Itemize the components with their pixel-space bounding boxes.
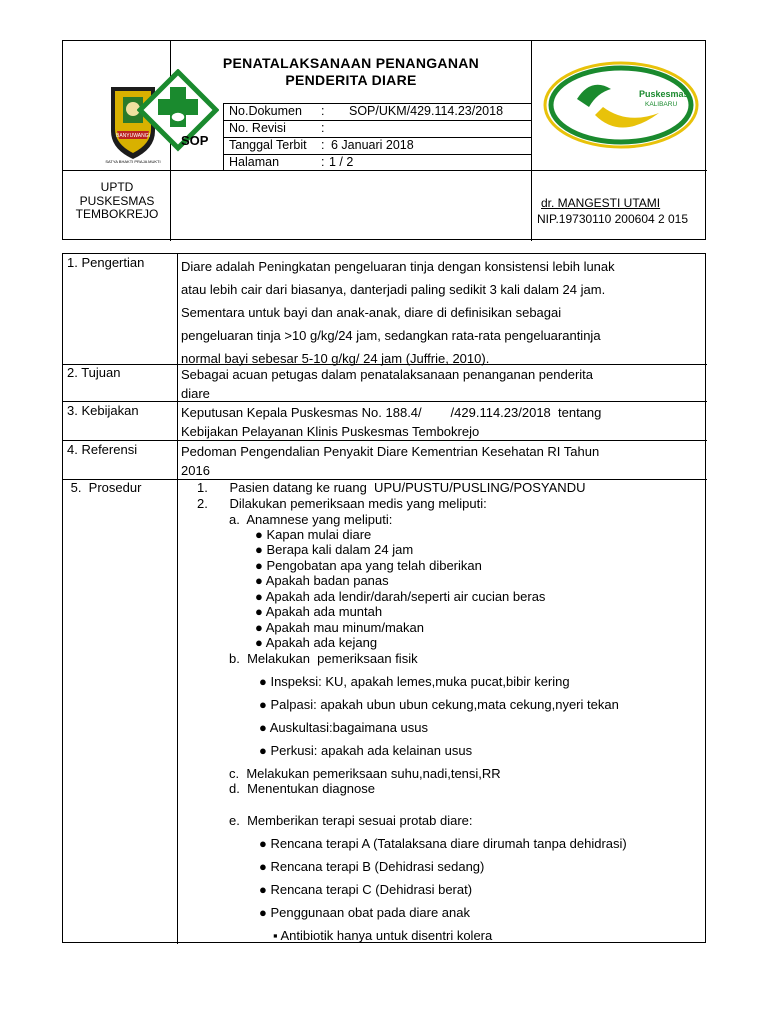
- referensi-text: [181, 442, 701, 480]
- therapy-item: ● Rencana terapi C (Dehidrasi berat): [259, 882, 473, 897]
- revision-colon: :: [321, 121, 325, 135]
- therapy-item: ● Penggunaan obat pada diare anak: [259, 905, 470, 920]
- pengertian-line: Sementara untuk bayi dan anak-anak, diare di definisikan sebagai: [181, 305, 562, 320]
- referensi-line: 2016: [181, 463, 210, 478]
- org-line-1: UPTD: [100, 180, 134, 194]
- substep-d: d. Menentukan diagnose: [229, 781, 375, 796]
- physical-exam-item: ● Palpasi: apakah ubun ubun cekung,mata cekung,nyeri tekan: [259, 697, 619, 712]
- procedure-step-2: 2. Dilakukan pemeriksaan medis yang meliputi:: [197, 496, 487, 511]
- page-colon: :: [321, 155, 325, 169]
- publish-date-colon: :: [321, 138, 325, 152]
- substep-e: e. Memberikan terapi sesuai protab diare:: [229, 813, 473, 828]
- publish-date-key: Tanggal Terbit: [229, 138, 307, 152]
- substep-b: b. Melakukan pemeriksaan fisik: [229, 651, 418, 666]
- page-value: 1 / 2: [329, 155, 354, 169]
- physical-exam-item: ● Perkusi: apakah ada kelainan usus: [259, 743, 473, 758]
- procedure-content-table: [62, 253, 706, 943]
- document-header-table: [62, 40, 706, 240]
- tujuan-line: Sebagai acuan petugas dalam penatalaksanaan penanganan penderita: [181, 367, 594, 382]
- anamnese-item: ● Apakah ada muntah: [255, 604, 383, 619]
- content-divider: [177, 254, 178, 944]
- signer-name: dr. MANGESTI UTAMI: [541, 196, 661, 210]
- anamnese-item: ● Pengobatan apa yang telah diberikan: [255, 558, 482, 573]
- therapy-item: ● Rencana terapi B (Dehidrasi sedang): [259, 859, 485, 874]
- anamnese-item: ● Kapan mulai diare: [255, 527, 372, 542]
- section-label-kebijakan: 3. Kebijakan: [67, 403, 139, 418]
- signer-nip: NIP.19730110 200604 2 015: [537, 212, 689, 226]
- document-title: [171, 55, 531, 89]
- referensi-line: Pedoman Pengendalian Penyakit Diare Kementrian Kesehatan RI Tahun: [181, 444, 600, 459]
- substep-a: a. Anamnese yang meliputi:: [229, 512, 393, 527]
- org-line-3: TEMBOKREJO: [75, 207, 159, 221]
- kalibaru-logo-text: KALIBARU: [645, 101, 678, 108]
- sop-label: SOP: [181, 133, 209, 148]
- revision-key: No. Revisi: [229, 121, 286, 135]
- page-key: Halaman: [229, 155, 280, 169]
- kebijakan-line: Kebijakan Pelayanan Klinis Puskesmas Tembokrejo: [181, 424, 480, 439]
- tujuan-line: diare: [181, 386, 210, 401]
- crest-name-text: BANYUWANGI: [116, 133, 150, 139]
- pengertian-text: [181, 255, 701, 370]
- organization-name: [63, 181, 171, 222]
- anamnese-item: ● Apakah badan panas: [255, 573, 389, 588]
- org-line-2: PUSKESMAS: [79, 193, 155, 208]
- title-line-2: PENDERITA DIARE: [285, 72, 417, 88]
- section-label-pengertian: 1. Pengertian: [67, 255, 145, 270]
- anamnese-item: ● Apakah ada kejang: [255, 635, 378, 650]
- section-label-tujuan: 2. Tujuan: [67, 365, 121, 380]
- substep-c: c. Melakukan pemeriksaan suhu,nadi,tensi,RR: [229, 766, 501, 781]
- kebijakan-text: [181, 403, 701, 441]
- antibiotic-note: ▪ Antibiotik hanya untuk disentri kolera: [273, 928, 493, 943]
- publish-date-value: 6 Januari 2018: [331, 138, 414, 152]
- tujuan-text: [181, 365, 701, 403]
- procedure-step-1: 1. Pasien datang ke ruang UPU/PUSTU/PUSLING/POSYANDU: [197, 480, 586, 495]
- header-divider: [63, 170, 707, 171]
- section-label-prosedur: 5. Prosedur: [67, 480, 142, 495]
- section-label-referensi: 4. Referensi: [67, 442, 138, 457]
- anamnese-item: ● Apakah mau minum/makan: [255, 620, 424, 635]
- doc-number-key: No.Dokumen: [229, 104, 302, 118]
- puskesmas-logo-text: Puskesmas: [639, 89, 689, 99]
- physical-exam-item: ● Auskultasi:bagaimana usus: [259, 720, 429, 735]
- kebijakan-line: Keputusan Kepala Puskesmas No. 188.4/ /429.114.23/2018 tentang: [181, 405, 602, 420]
- title-line-1: PENATALAKSANAAN PENANGANAN: [222, 55, 480, 71]
- pengertian-line: atau lebih cair dari biasanya, danterjadi paling sedikit 3 kali dalam 24 jam.: [181, 282, 606, 297]
- physical-exam-item: ● Inspeksi: KU, apakah lemes,muka pucat,bibir kering: [259, 674, 570, 689]
- doc-number-value: SOP/UKM/429.114.23/2018: [349, 104, 504, 118]
- crest-motto-text: SATYA BHAKTI PRAJA MUKTI: [105, 159, 161, 164]
- pengertian-line: normal bayi sebesar 5-10 g/kg/ 24 jam (Juffrie, 2010).: [181, 351, 490, 366]
- anamnese-item: ● Berapa kali dalam 24 jam: [255, 542, 414, 557]
- header-divider: [531, 41, 532, 241]
- puskesmas-logo: [541, 59, 701, 151]
- pengertian-line: pengeluaran tinja >10 g/kg/24 jam, sedangkan rata-rata pengeluarantinja: [181, 328, 601, 343]
- doc-number-colon: :: [321, 104, 325, 118]
- pengertian-line: Diare adalah Peningkatan pengeluaran tinja dengan konsistensi lebih lunak: [181, 259, 615, 274]
- anamnese-item: ● Apakah ada lendir/darah/seperti air cucian beras: [255, 589, 546, 604]
- therapy-item: ● Rencana terapi A (Tatalaksana diare dirumah tanpa dehidrasi): [259, 836, 627, 851]
- header-divider: [223, 103, 224, 170]
